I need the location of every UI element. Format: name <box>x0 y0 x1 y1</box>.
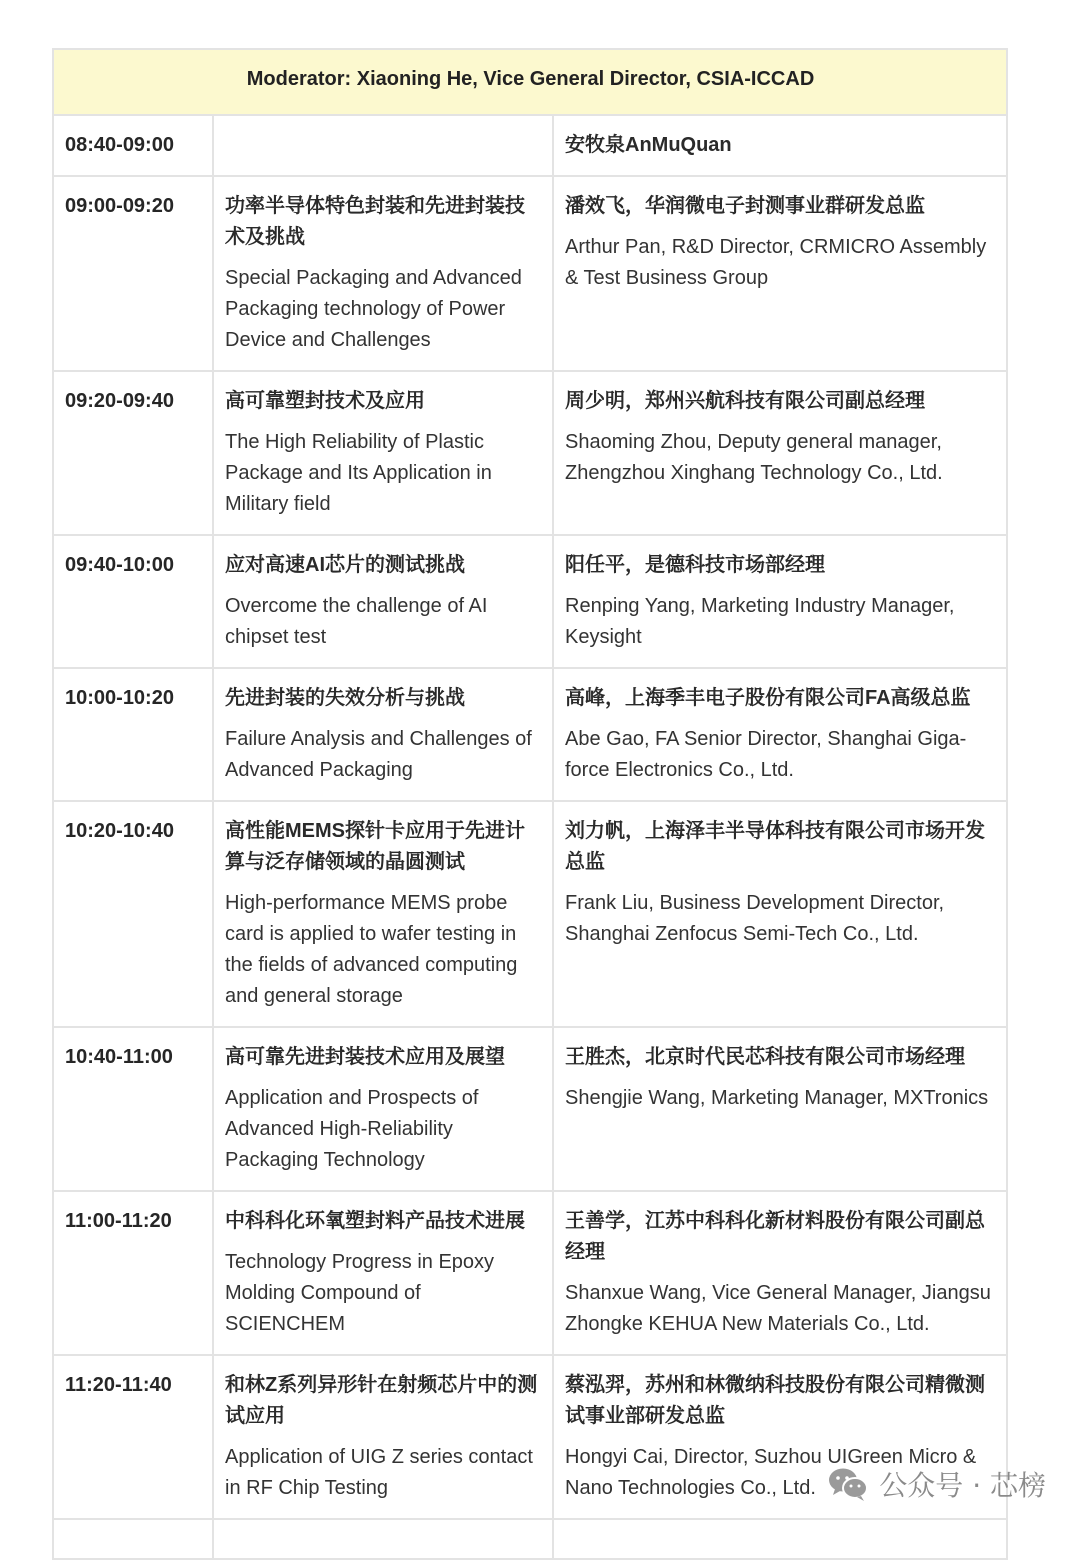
speaker-cn: 周少明，郑州兴航科技有限公司副总经理 <box>565 390 925 412</box>
speaker-cn: 刘力帆，上海泽丰半导体科技有限公司市场开发总监 <box>565 820 985 873</box>
time-slot: 11:00-11:20 <box>53 1191 213 1355</box>
topic-cell <box>213 371 553 535</box>
topic-cn: 高性能MEMS探针卡应用于先进计算与泛存储领域的晶圆测试 <box>225 820 525 873</box>
speaker-cell <box>553 176 1007 371</box>
time-slot: 08:40-09:00 <box>53 115 213 176</box>
watermark-text: 公众号 · 芯榜 <box>879 1469 1046 1502</box>
topic-cn: 功率半导体特色封装和先进封装技术及挑战 <box>225 195 525 248</box>
topic-en: Overcome the challenge of AI chipset test <box>225 595 488 648</box>
topic-cell <box>213 1355 553 1519</box>
speaker-en: Arthur Pan, R&D Director, CRMICRO Assembly & Test Business Group <box>565 236 987 289</box>
time-slot: 10:00-10:20 <box>53 668 213 801</box>
topic-cn: 和林Z系列异形针在射频芯片中的测试应用 <box>225 1374 538 1427</box>
speaker-en: Shaoming Zhou, Deputy general manager, Zhengzhou Xinghang Technology Co., Ltd. <box>565 431 943 484</box>
topic-en: Failure Analysis and Challenges of Advanced Packaging <box>225 728 532 781</box>
agenda-row <box>53 176 1007 371</box>
table-continuation <box>53 1519 1007 1559</box>
topic-cn: 中科科化环氧塑封料产品技术进展 <box>225 1210 525 1232</box>
topic-cell <box>213 535 553 668</box>
speaker-cell <box>553 371 1007 535</box>
continuation-cell <box>53 1519 213 1559</box>
time-slot: 09:40-10:00 <box>53 535 213 668</box>
agenda-row <box>53 668 1007 801</box>
speaker-cn: 安牧泉AnMuQuan <box>565 134 732 156</box>
speaker-cell <box>553 1027 1007 1191</box>
speaker-cn: 阳任平，是德科技市场部经理 <box>565 554 825 576</box>
wechat-icon <box>827 1466 869 1502</box>
topic-cn: 高可靠先进封装技术应用及展望 <box>225 1046 505 1068</box>
agenda-row <box>53 535 1007 668</box>
agenda-row <box>53 801 1007 1027</box>
topic-en: High-performance MEMS probe card is applied to wafer testing in the fields of advanced computing and general storage <box>225 892 518 1007</box>
speaker-cn: 高峰，上海季丰电子股份有限公司FA高级总监 <box>565 687 971 709</box>
speaker-cn: 蔡泓羿，苏州和林微纳科技股份有限公司精微测试事业部研发总监 <box>565 1374 985 1427</box>
continuation-cell <box>553 1519 1007 1559</box>
speaker-en: Abe Gao, FA Senior Director, Shanghai Giga-force Electronics Co., Ltd. <box>565 728 967 781</box>
agenda-row <box>53 1191 1007 1355</box>
topic-en: Application and Prospects of Advanced High-Reliability Packaging Technology <box>225 1087 479 1171</box>
speaker-cn: 王胜杰，北京时代民芯科技有限公司市场经理 <box>565 1046 965 1068</box>
speaker-cn: 潘效飞，华润微电子封测事业群研发总监 <box>565 195 925 217</box>
topic-cell <box>213 176 553 371</box>
topic-cell <box>213 115 553 176</box>
agenda-row <box>53 1027 1007 1191</box>
topic-cell <box>213 1191 553 1355</box>
speaker-en: Renping Yang, Marketing Industry Manager, Keysight <box>565 595 955 648</box>
wechat-watermark <box>827 1464 1046 1504</box>
topic-cell <box>213 1027 553 1191</box>
moderator-row <box>53 49 1007 115</box>
topic-en: Technology Progress in Epoxy Molding Compound of SCIENCHEM <box>225 1251 495 1335</box>
agenda-table <box>52 48 1008 1560</box>
speaker-en: Hongyi Cai, Director, Suzhou UIGreen Micro & Nano Technologies Co., Ltd. <box>565 1446 977 1499</box>
agenda-sheet <box>52 48 1006 1560</box>
time-slot: 10:20-10:40 <box>53 801 213 1027</box>
continuation-cell <box>213 1519 553 1559</box>
speaker-en: Shengjie Wang, Marketing Manager, MXTronics <box>565 1087 989 1109</box>
speaker-cell <box>553 1191 1007 1355</box>
speaker-en: Frank Liu, Business Development Director, Shanghai Zenfocus Semi-Tech Co., Ltd. <box>565 892 945 945</box>
time-slot: 10:40-11:00 <box>53 1027 213 1191</box>
topic-cell <box>213 801 553 1027</box>
topic-en: Application of UIG Z series contact in RF Chip Testing <box>225 1446 533 1499</box>
speaker-en: Shanxue Wang, Vice General Manager, Jiangsu Zhongke KEHUA New Materials Co., Ltd. <box>565 1282 991 1335</box>
speaker-cn: 王善学，江苏中科科化新材料股份有限公司副总经理 <box>565 1210 985 1263</box>
agenda-row <box>53 371 1007 535</box>
topic-cn: 先进封装的失效分析与挑战 <box>225 687 465 709</box>
agenda-row <box>53 115 1007 176</box>
agenda-body <box>53 49 1007 1559</box>
topic-en: The High Reliability of Plastic Package and Its Application in Military field <box>225 431 492 515</box>
speaker-cell <box>553 535 1007 668</box>
topic-en: Special Packaging and Advanced Packaging technology of Power Device and Challenges <box>225 267 522 351</box>
speaker-cell <box>553 115 1007 176</box>
speaker-cell <box>553 668 1007 801</box>
time-slot: 09:20-09:40 <box>53 371 213 535</box>
time-slot: 09:00-09:20 <box>53 176 213 371</box>
time-slot: 11:20-11:40 <box>53 1355 213 1519</box>
speaker-cell <box>553 801 1007 1027</box>
moderator-cell: Moderator: Xiaoning He, Vice General Director, CSIA-ICCAD <box>53 49 1007 115</box>
topic-cell <box>213 668 553 801</box>
topic-cn: 高可靠塑封技术及应用 <box>225 390 425 412</box>
topic-cn: 应对高速AI芯片的测试挑战 <box>225 554 465 576</box>
